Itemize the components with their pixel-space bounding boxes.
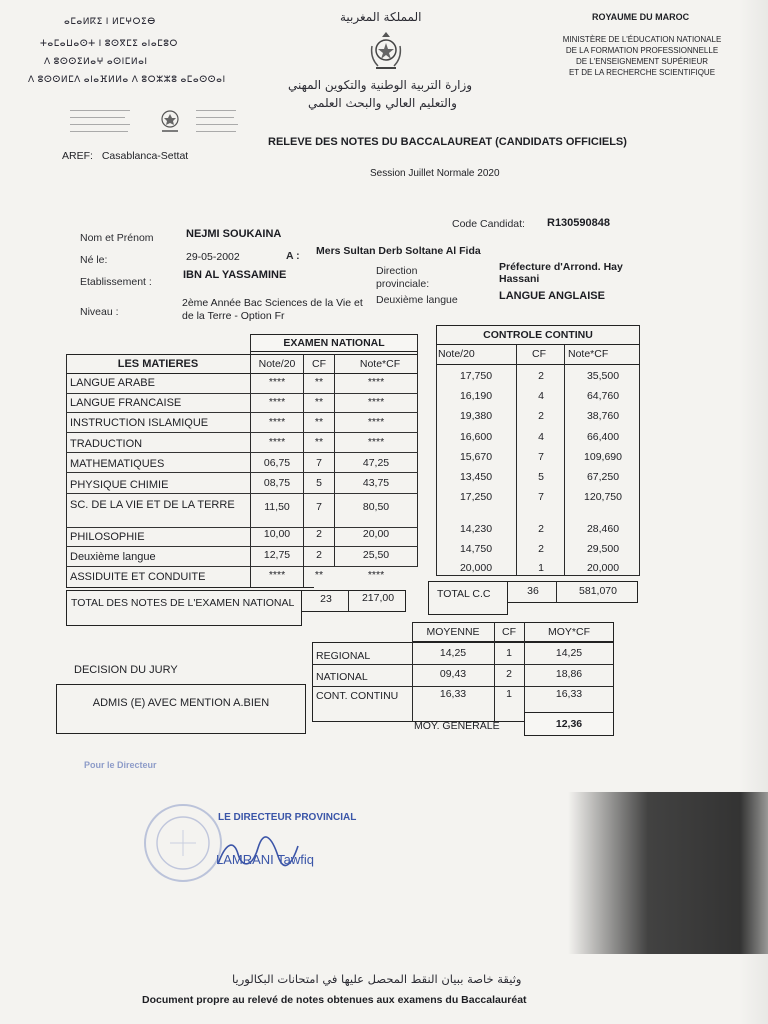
national-notecf: 80,50 <box>362 501 390 513</box>
national-notecf: 43,75 <box>362 477 390 489</box>
direction-value: Préfecture d'Arrond. Hay Hassani <box>499 261 623 285</box>
continuous-note: 15,670 <box>459 451 493 463</box>
continuous-cf: 2 <box>538 543 544 555</box>
total-national-cf: 23 <box>320 593 332 605</box>
national-cf: ** <box>314 569 324 581</box>
continuous-notecf: 28,460 <box>586 523 620 535</box>
table-row <box>66 546 418 567</box>
born-at-label: A : <box>286 250 300 262</box>
grid-line <box>303 566 304 587</box>
averages-moyenne: 09,43 <box>439 668 467 680</box>
continuous-notecf: 66,400 <box>586 431 620 443</box>
coat-of-arms-emblem <box>368 30 404 77</box>
school-label: Etablissement : <box>80 276 152 288</box>
averages-col-moyenne: MOYENNE <box>426 626 480 638</box>
ministry-line-2: DE LA FORMATION PROFESSIONNELLE <box>565 46 719 55</box>
table-row <box>66 472 418 494</box>
averages-row-label: CONT. CONTINU <box>316 690 399 702</box>
continuous-notecf: 35,500 <box>586 370 620 382</box>
national-note: 08,75 <box>263 477 291 489</box>
continuous-cf: 7 <box>538 491 544 503</box>
grid-line <box>564 345 565 575</box>
averages-row-label: NATIONAL <box>316 671 368 683</box>
national-notecf: 25,50 <box>362 549 390 561</box>
national-note: **** <box>268 436 286 448</box>
provincial-director-title: LE DIRECTEUR PROVINCIAL <box>218 812 357 823</box>
arabic-kingdom: المملكة المغربية <box>340 10 422 24</box>
continuous-notecf: 120,750 <box>584 491 622 503</box>
national-cf: ** <box>314 376 324 388</box>
jury-decision-value: ADMIS (E) AVEC MENTION A.BIEN <box>92 697 270 709</box>
continuous-notecf: 38,760 <box>586 410 620 422</box>
averages-table <box>312 622 614 742</box>
national-cf: 2 <box>316 528 322 540</box>
ministry-line-3: DE L'ENSEIGNEMENT SUPÉRIEUR <box>575 57 709 66</box>
continuous-note: 16,190 <box>459 390 493 402</box>
footer-french: Document propre au relevé de notes obtenues aux examens du Baccalauréat <box>142 994 527 1006</box>
national-exam-title: EXAMEN NATIONAL <box>283 337 385 349</box>
national-note: **** <box>268 396 286 408</box>
national-note: 11,50 <box>264 501 290 513</box>
national-cf: ** <box>314 396 324 408</box>
national-col-notecf: Note*CF <box>359 358 401 370</box>
national-notecf: 20,00 <box>362 528 390 540</box>
continuous-col-note: Note/20 <box>438 348 475 360</box>
kingdom-label: ROYAUME DU MAROC <box>592 12 690 22</box>
averages-cf: 1 <box>506 647 512 659</box>
second-language-label: Deuxième langue <box>376 294 458 306</box>
aref-row <box>62 150 188 162</box>
subject-name: PHILOSOPHIE <box>70 531 145 543</box>
total-cc-label-box <box>428 581 508 615</box>
arabic-ministry-1: وزارة التربية الوطنية والتكوين المهني <box>288 78 473 92</box>
grid-line <box>639 325 640 575</box>
subject-name: INSTRUCTION ISLAMIQUE <box>70 417 209 429</box>
national-notecf: 47,25 <box>362 457 390 469</box>
continuous-cf: 4 <box>538 431 544 443</box>
ministry-line-4: ET DE LA RECHERCHE SCIENTIFIQUE <box>568 68 716 77</box>
total-national-label-box <box>66 590 302 626</box>
table-row <box>66 412 418 433</box>
national-exam-title-box <box>250 334 418 352</box>
total-cc-value: 581,070 <box>579 585 617 597</box>
subject-name: Deuxième langue <box>70 551 156 563</box>
level-label: Niveau : <box>80 306 119 318</box>
ministry-block <box>552 34 732 78</box>
subjects-header: LES MATIERES <box>117 358 199 370</box>
grid-line <box>312 664 614 665</box>
table-row <box>66 393 418 413</box>
continuous-note: 14,750 <box>459 543 493 555</box>
national-note: 12,75 <box>263 549 291 561</box>
school-value: IBN AL YASSAMINE <box>183 269 287 281</box>
jury-decision-label: DECISION DU JURY <box>74 664 178 676</box>
continuous-note: 20,000 <box>459 562 493 574</box>
grid-line <box>516 345 517 575</box>
name-label: Nom et Prénom <box>80 232 154 244</box>
jury-decision-box <box>56 684 306 734</box>
table-row <box>66 493 418 528</box>
continuous-cf: 2 <box>538 370 544 382</box>
faint-stamp-text: Pour le Directeur <box>84 760 157 770</box>
grid-line <box>348 590 349 612</box>
second-language-value: LANGUE ANGLAISE <box>499 290 605 302</box>
scan-edge <box>740 0 768 1024</box>
subject-name: SC. DE LA VIE ET DE LA TERRE <box>70 499 235 511</box>
born-at-value: Mers Sultan Derb Soltane Al Fida <box>316 245 481 257</box>
document-title: RELEVE DES NOTES DU BACCALAUREAT (CANDIDATS OFFICIELS) <box>268 136 627 148</box>
averages-moyenne: 14,25 <box>439 647 467 659</box>
national-note: **** <box>268 569 286 581</box>
national-note: **** <box>268 376 286 388</box>
averages-moycf: 18,86 <box>555 668 583 680</box>
averages-col-cf: CF <box>502 626 516 638</box>
small-emblem <box>157 106 183 139</box>
tifinagh-line-3: ⴷ ⵓⵙⵙⵉⵍⴰⵖ ⴰⵙⵏⵎⵍⴰⵏ <box>44 56 148 66</box>
continuous-cf: 5 <box>538 471 544 483</box>
table-row <box>66 374 418 394</box>
continuous-title: CONTROLE CONTINU <box>483 329 593 341</box>
subject-name: LANGUE FRANCAISE <box>70 397 182 409</box>
averages-cf: 2 <box>506 668 512 680</box>
national-note: **** <box>268 416 286 428</box>
continuous-notecf: 67,250 <box>586 471 620 483</box>
footer-arabic: وثيقة خاصة ببيان النقط المحصل عليها في امتحانات البكالوريا <box>232 972 522 986</box>
table-row <box>66 527 418 547</box>
grid-line <box>312 686 614 687</box>
continuous-table <box>436 325 640 577</box>
subject-name: TRADUCTION <box>70 438 143 450</box>
scan-shadow <box>568 792 768 954</box>
grid-line <box>556 581 557 603</box>
continuous-note: 13,450 <box>459 471 493 483</box>
aref-label: AREF: <box>62 150 93 162</box>
aref-value: Casablanca-Settat <box>101 150 189 162</box>
tifinagh-line-1: ⴰⵎⴰⵍⴽⵉ ⵏ ⵍⵎⵖⵔⵉⴱ <box>64 16 156 26</box>
ministry-line-1: MINISTÈRE DE L'ÉDUCATION NATIONALE <box>562 35 722 44</box>
subject-name: PHYSIQUE CHIMIE <box>70 479 169 491</box>
national-notecf: **** <box>367 396 385 408</box>
averages-cf: 1 <box>506 688 512 700</box>
continuous-cf: 2 <box>538 410 544 422</box>
national-cf: 2 <box>316 549 322 561</box>
general-average-label: MOY. GENERALE <box>414 720 500 732</box>
continuous-notecf: 29,500 <box>586 543 620 555</box>
tifinagh-line-4: ⴷ ⵓⵙⵙⵍⵎⴷ ⴰⵏⴰⴼⵍⵍⴰ ⴷ ⵓⵔⵣⵣⵓ ⴰⵎⴰⵙⵙⴰⵏ <box>28 74 226 84</box>
total-national-row <box>66 590 406 626</box>
national-col-cf: CF <box>312 358 326 370</box>
national-note: 06,75 <box>263 457 291 469</box>
code-candidat-value: R130590848 <box>547 217 611 229</box>
national-cf: 7 <box>316 501 322 513</box>
total-cc-row <box>428 581 638 617</box>
national-notecf: **** <box>367 436 385 448</box>
grid-line <box>436 575 640 576</box>
continuous-note: 14,230 <box>459 523 493 535</box>
national-cf: ** <box>314 416 324 428</box>
averages-row-label: REGIONAL <box>316 650 371 662</box>
averages-moyenne: 16,33 <box>439 688 467 700</box>
small-french-header-block <box>70 108 130 135</box>
code-candidat-label: Code Candidat: <box>452 218 525 230</box>
small-arabic-header-block <box>196 108 238 135</box>
table-row <box>66 566 385 588</box>
table-row <box>66 432 418 453</box>
national-cf: 5 <box>316 477 322 489</box>
continuous-cf: 1 <box>538 562 544 574</box>
national-exam-table <box>66 334 418 590</box>
born-label: Né le: <box>80 254 108 266</box>
continuous-cf: 4 <box>538 390 544 402</box>
level-value: 2ème Année Bac Sciences de la Vie et de la Terre - Option Fr <box>182 297 363 322</box>
subject-name: ASSIDUITE ET CONDUITE <box>70 571 206 583</box>
table-row <box>66 452 418 473</box>
subject-name: MATHEMATIQUES <box>70 458 165 470</box>
continuous-note: 19,380 <box>459 410 493 422</box>
national-note: 10,00 <box>263 528 291 540</box>
arabic-ministry-2: والتعليم العالي والبحث العلمي <box>308 96 457 110</box>
session-label: Session Juillet Normale 2020 <box>370 168 500 179</box>
grid-line <box>250 566 251 587</box>
total-cc-label: TOTAL C.C <box>437 588 491 600</box>
national-notecf: **** <box>367 416 385 428</box>
name-value: NEJMI SOUKAINA <box>186 228 282 240</box>
subject-name: LANGUE ARABE <box>70 377 155 389</box>
continuous-note: 16,600 <box>459 431 493 443</box>
tifinagh-line-2: ⵜⴰⵎⴰⵡⴰⵙⵜ ⵏ ⵓⵙⴳⵎⵉ ⴰⵏⴰⵎⵓⵔ <box>40 38 178 48</box>
continuous-notecf: 64,760 <box>586 390 620 402</box>
total-national-label: TOTAL DES NOTES DE L'EXAMEN NATIONAL <box>71 597 295 609</box>
general-average-value: 12,36 <box>555 718 583 730</box>
averages-moycf: 14,25 <box>555 647 583 659</box>
national-notecf: **** <box>367 376 385 388</box>
national-cf: ** <box>314 436 324 448</box>
continuous-cf: 7 <box>538 451 544 463</box>
national-notecf: **** <box>367 569 385 581</box>
total-national-value: 217,00 <box>361 592 395 604</box>
averages-col-moycf: MOY*CF <box>548 626 590 638</box>
continuous-note: 17,750 <box>459 370 493 382</box>
continuous-notecf: 109,690 <box>584 451 622 463</box>
total-cc-cf: 36 <box>527 585 539 597</box>
born-value: 29-05-2002 <box>186 251 240 263</box>
continuous-col-notecf: Note*CF <box>568 348 609 360</box>
direction-label: Direction provinciale: <box>376 265 430 290</box>
continuous-cf: 2 <box>538 523 544 535</box>
continuous-note: 17,250 <box>459 491 493 503</box>
continuous-title-box <box>436 325 640 345</box>
national-col-note: Note/20 <box>258 358 296 370</box>
national-cf: 7 <box>316 457 322 469</box>
provincial-director-name: LAMRANI Tawfiq <box>216 852 315 867</box>
continuous-col-cf: CF <box>532 348 546 360</box>
continuous-notecf: 20,000 <box>586 562 620 574</box>
averages-moycf: 16,33 <box>555 688 583 700</box>
general-average-box <box>524 712 614 736</box>
